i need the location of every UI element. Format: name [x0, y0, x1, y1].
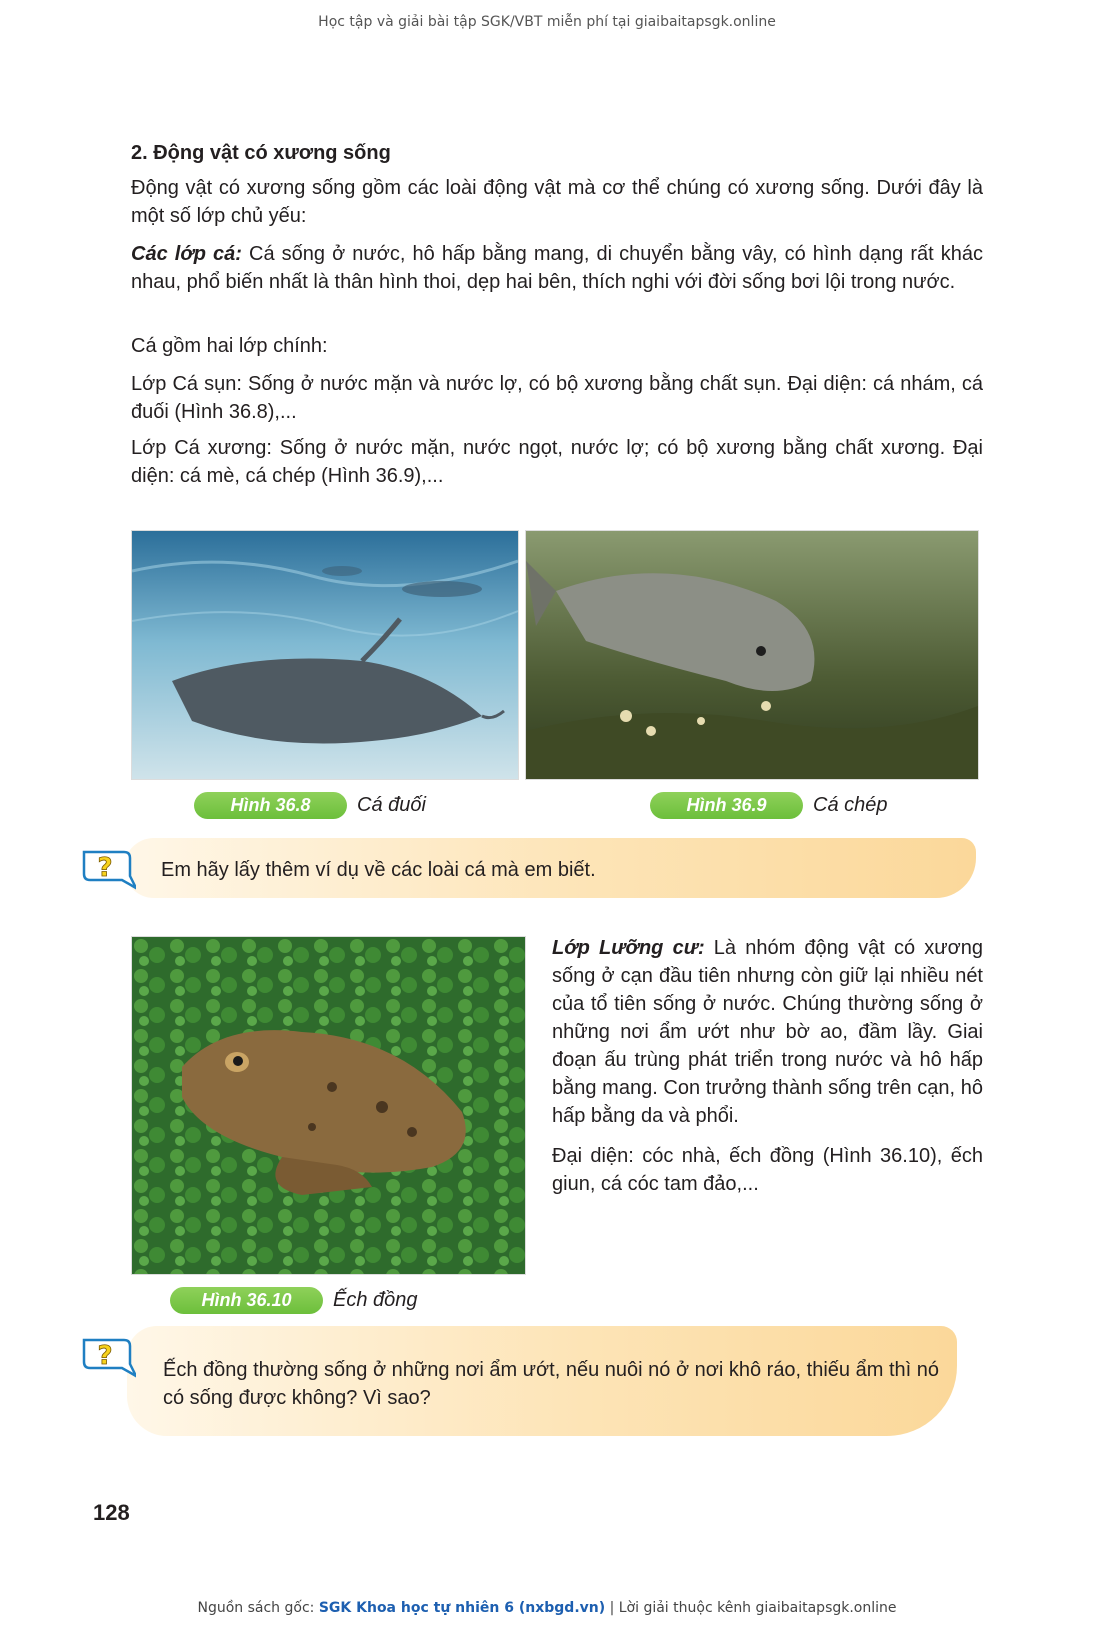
- question-bubble-icon-2: [80, 1336, 136, 1380]
- figure-caption-36-9: Cá chép: [813, 794, 888, 816]
- page-header: Học tập và giải bài tập SGK/VBT miễn phí tại giaibaitapsgk.online: [318, 14, 776, 30]
- page-number: 128: [93, 1500, 130, 1525]
- question-bubble-icon: [80, 848, 136, 892]
- fish-lead: Các lớp cá:: [131, 243, 242, 265]
- stingray-photo: [131, 530, 519, 780]
- question-mark-glyph-2: ?: [97, 1341, 113, 1371]
- cartilage-paragraph: Lớp Cá sụn: Sống ở nước mặn và nước lợ, có bộ xương bằng chất sụn. Đại diện: cá nhám, cá đuối (Hình 36.8),...: [131, 373, 983, 423]
- figure-label-36-8: Hình 36.8: [194, 792, 347, 819]
- intro-paragraph: Động vật có xương sống gồm các loài động vật mà cơ thể chúng có xương sống. Dưới đây là một số lớp chủ yếu:: [131, 177, 983, 227]
- fish-body: Cá sống ở nước, hô hấp bằng mang, di chuyển bằng vây, có hình dạng rất khác nhau, phổ biến nhất là thân hình thoi, dẹp hai bên, thích nghi với đời sống bơi lội trong nước.: [131, 243, 983, 293]
- fish-paragraph: [131, 240, 983, 296]
- figure-caption-36-10: Ếch đồng: [333, 1289, 418, 1311]
- footer-prefix: Nguồn sách gốc:: [197, 1600, 319, 1616]
- question-mark-glyph: ?: [97, 853, 113, 883]
- amphibian-body: Là nhóm động vật có xương sống ở cạn đầu tiên nhưng còn giữ lại nhiều nét của tổ tiên sống ở nước. Chúng thường sống ở những nơi ẩm ướt như bờ ao, đầm lầy. Giai đoạn ấu trùng phát triển trong nước và hô hấp bằng mang. Con trưởng thành sống trên cạn, hô hấp bằng da và phổi.: [552, 937, 983, 1127]
- carp-photo: [525, 530, 979, 780]
- amphibian-paragraph: [552, 934, 983, 1130]
- figure-caption-36-8: Cá đuối: [357, 794, 426, 816]
- figure-label-36-10: Hình 36.10: [170, 1287, 323, 1314]
- page-footer: [0, 1600, 1094, 1616]
- amphibian-examples: Đại diện: cóc nhà, ếch đồng (Hình 36.10), ếch giun, cá cóc tam đảo,...: [552, 1145, 983, 1195]
- two-classes-paragraph: Cá gồm hai lớp chính:: [131, 335, 328, 357]
- footer-source-link[interactable]: SGK Khoa học tự nhiên 6 (nxbgd.vn): [318, 1600, 606, 1616]
- figure-label-36-9: Hình 36.9: [650, 792, 803, 819]
- question-2-text: Ếch đồng thường sống ở những nơi ẩm ướt, nếu nuôi nó ở nơi khô ráo, thiếu ẩm thì nó có sống được không? Vì sao?: [163, 1359, 939, 1409]
- amphibian-lead: Lớp Lưỡng cư:: [552, 937, 705, 959]
- section-heading: 2. Động vật có xương sống: [131, 142, 391, 164]
- frog-photo: [131, 936, 526, 1275]
- question-1-text: Em hãy lấy thêm ví dụ về các loài cá mà em biết.: [161, 859, 596, 881]
- footer-suffix: | Lời giải thuộc kênh giaibaitapsgk.online: [605, 1600, 897, 1616]
- bony-paragraph: Lớp Cá xương: Sống ở nước mặn, nước ngọt, nước lợ; có bộ xương bằng chất xương. Đại diện: cá mè, cá chép (Hình 36.9),...: [131, 437, 983, 487]
